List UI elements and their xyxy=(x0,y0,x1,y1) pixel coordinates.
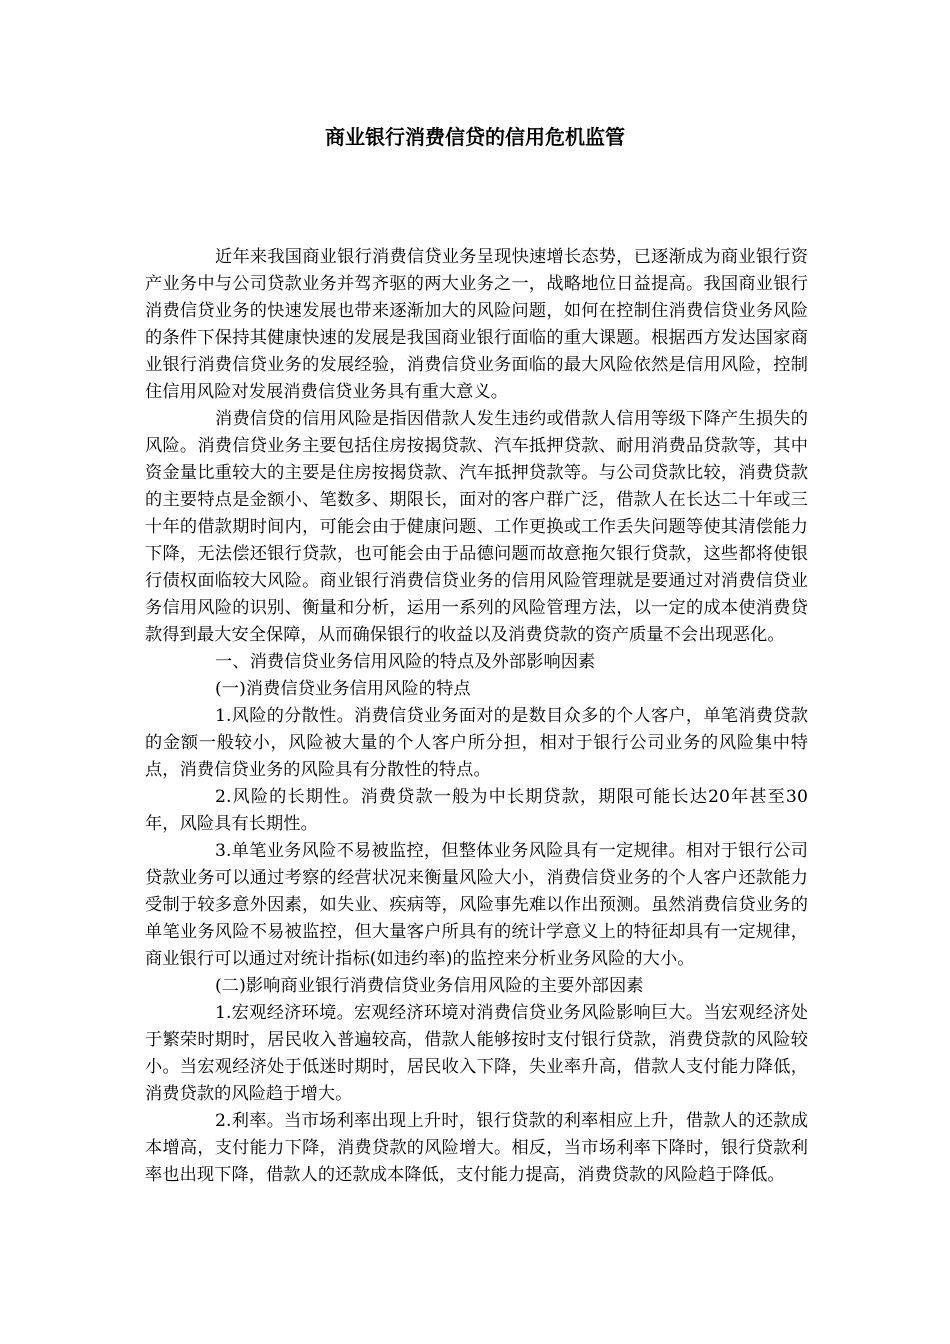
document-title: 商业银行消费信贷的信用危机监管 xyxy=(325,125,625,149)
paragraph-credit-risk-definition: 消费信贷的信用风险是指因借款人发生违约或借款人信用等级下降产生损失的风险。消费信贷业务主要包括住房按揭贷款、汽车抵押贷款、耐用消费品贷款等，其中资金量比重较大的主要是住房按揭贷款、汽车抵押贷款等。与公司贷款比较，消费贷款的主要特点是金额小、笔数多、期限长，面对的客户群广泛，借款人在长达二十年或三十年的借款期时间内，可能会由于健康问题、工作更换或工作丢失问题等使其清偿能力下降，无法偿还银行贷款，也可能会由于品德问题而故意拖欠银行贷款，这些都将使银行债权面临较大风险。商业银行消费信贷业务的信用风险管理就是要通过对消费信贷业务信用风险的识别、衡量和分析，运用一系列的风险管理方法，以一定的成本使消费贷款得到最大安全保障，从而确保银行的收益以及消费贷款的资产质量不会出现恶化。 xyxy=(145,409,808,645)
section-heading-1: 一、消费信贷业务信用风险的特点及外部影响因素 xyxy=(215,652,596,672)
paragraph-point-2: 2.风险的长期性。消费贷款一般为中长期贷款，期限可能长达20年甚至30年，风险具有长期性。 xyxy=(145,787,808,834)
paragraph-point-3: 3.单笔业务风险不易被监控，但整体业务风险具有一定规律。相对于银行公司贷款业务可以通过考察的经营状况来衡量风险大小，消费信贷业务的个人客户还款能力受制于较多意外因素，如失业、疾病等，风险事先难以作出预测。虽然消费信贷业务的单笔业务风险不易被监控，但大量客户所具有的统计学意义上的特征却具有一定规律，商业银行可以通过对统计指标(如违约率)的监控来分析业务风险的大小。 xyxy=(145,841,808,969)
document-body xyxy=(145,244,808,1189)
subsection-heading-2: (二)影响商业银行消费信贷业务信用风险的主要外部因素 xyxy=(215,976,644,996)
paragraph-intro: 近年来我国商业银行消费信贷业务呈现快速增长态势，已逐渐成为商业银行资产业务中与公司贷款业务并驾齐驱的两大业务之一，战略地位日益提高。我国商业银行消费信贷业务的快速发展也带来逐渐加大的风险问题，如何在控制住消费信贷业务风险的条件下保持其健康快速的发展是我国商业银行面临的重大课题。根据西方发达国家商业银行消费信贷业务的发展经验，消费信贷业务面临的最大风险依然是信用风险，控制住信用风险对发展消费信贷业务具有重大意义。 xyxy=(145,247,808,402)
paragraph-factor-2: 2.利率。当市场利率出现上升时，银行贷款的利率相应上升，借款人的还款成本增高，支付能力下降，消费贷款的风险增大。相反，当市场利率下降时，银行贷款利率也出现下降，借款人的还款成本降低，支付能力提高，消费贷款的风险趋于降低。 xyxy=(145,1111,808,1185)
subsection-heading-1: (一)消费信贷业务信用风险的特点 xyxy=(215,679,471,699)
paragraph-point-1: 1.风险的分散性。消费信贷业务面对的是数目众多的个人客户，单笔消费贷款的金额一般较小，风险被大量的个人客户所分担，相对于银行公司业务的风险集中特点，消费信贷业务的风险具有分散性的特点。 xyxy=(145,706,808,780)
paragraph-factor-1: 1.宏观经济环境。宏观经济环境对消费信贷业务风险影响巨大。当宏观经济处于繁荣时期时，居民收入普遍较高，借款人能够按时支付银行贷款，消费贷款的风险较小。当宏观经济处于低迷时期时，居民收入下降，失业率升高，借款人支付能力降低，消费贷款的风险趋于增大。 xyxy=(145,1003,808,1104)
